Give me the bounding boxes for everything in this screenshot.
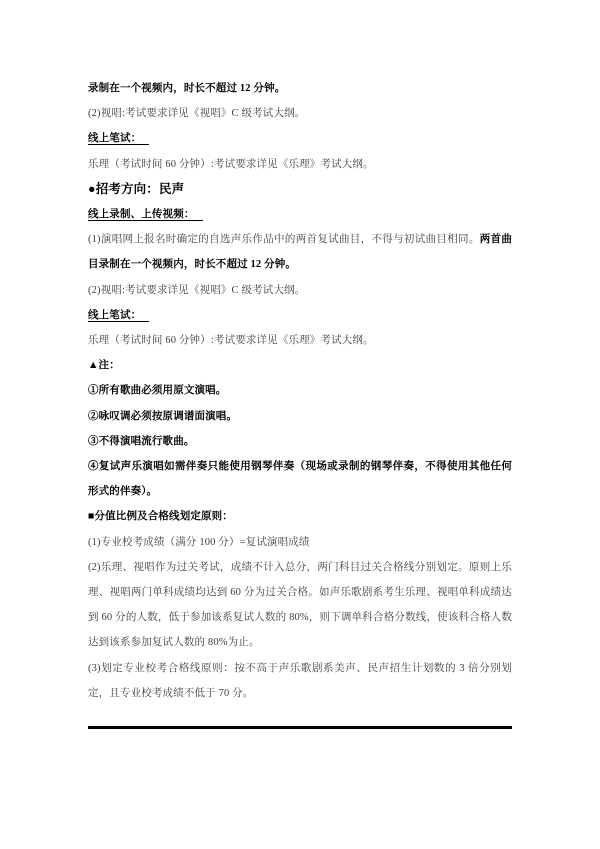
text-run: ①所有歌曲必须用原文演唱。: [88, 385, 227, 397]
para-music-theory-2: [88, 328, 512, 353]
text-run: 线上笔试：: [88, 310, 149, 322]
note-item-2: [88, 404, 512, 429]
text-run: 两首曲目录制在一个视频内，时长不超过 12 分钟。: [88, 234, 513, 271]
note-item-1: [88, 378, 512, 403]
text-run: 线上笔试：: [88, 133, 149, 145]
bottom-rule: [88, 726, 512, 729]
text-run: (2)乐理、视唱作为过关考试，成绩不计入总分，两门科目过关合格线分别划定。原则上乐理、视唱两门单科成绩均达到 60 分为过关合格。如声乐歌剧系考生乐理、视唱单科成绩达到 60 分的人数，低于参加该系复试人数的 80%，则下调单科合格分数线，使该科合格人数达到该系参加复试人数的 80%为止。: [88, 561, 512, 649]
text-run: ③不得演唱流行歌曲。: [88, 435, 195, 447]
text-run: 乐理（考试时间 60 分钟）:考试要求详见《乐理》考试大纲。: [88, 158, 374, 170]
para-score-rule-2: [88, 555, 512, 656]
text-run: 乐理（考试时间 60 分钟）:考试要求详见《乐理》考试大纲。: [88, 335, 374, 347]
heading-recruitment-direction-minsheng: [88, 177, 512, 202]
para-sight-singing-2: [88, 278, 512, 303]
subheading-online-recording-upload: [88, 202, 512, 227]
section-heading-score-ratio: [88, 504, 512, 529]
subheading-online-written-test-1: [88, 126, 512, 151]
para-score-rule-3: [88, 656, 512, 706]
note-item-4: [88, 454, 512, 504]
text-run: ④复试声乐演唱如需伴奏只能使用钢琴伴奏（现场或录制的钢琴伴奏，不得使用其他任何形式的伴奏）。: [88, 461, 512, 498]
text-run: 录制在一个视频内，时长不超过 12 分钟。: [88, 83, 286, 94]
text-run: ▲注：: [88, 360, 120, 372]
text-run: (2)视唱:考试要求详见《视唱》C 级考试大纲。: [88, 284, 306, 296]
text-run: ■分值比例及合格线划定原则：: [88, 511, 233, 523]
text-run: ②咏叹调必须按原调谱面演唱。: [88, 410, 238, 422]
note-item-3: [88, 429, 512, 454]
subheading-online-written-test-2: [88, 303, 512, 328]
text-run: (1)专业校考成绩（满分 100 分）=复试演唱成绩: [88, 536, 310, 548]
text-run: (3)划定专业校考合格线原则：按不高于声乐歌剧系美声、民声招生计划数的 3 倍分别划定，且专业校考成绩不低于 70 分。: [88, 662, 512, 699]
text-run: 线上录制、上传视频：: [88, 209, 203, 221]
text-run: (2)视唱:考试要求详见《视唱》C 级考试大纲。: [88, 108, 306, 120]
para-score-rule-1: [88, 530, 512, 555]
para-video-duration-continued: [88, 76, 512, 101]
text-run: (1)演唱网上报名时确定的自选声乐作品中的两首复试曲目，不得与初试曲目相同。: [88, 234, 480, 246]
note-heading: [88, 353, 512, 378]
para-repertoire-requirement: [88, 227, 512, 277]
document-content: [88, 76, 512, 706]
para-sight-singing-1: [88, 101, 512, 126]
para-music-theory-1: [88, 152, 512, 177]
text-run: ●招考方向：民声: [88, 181, 185, 196]
